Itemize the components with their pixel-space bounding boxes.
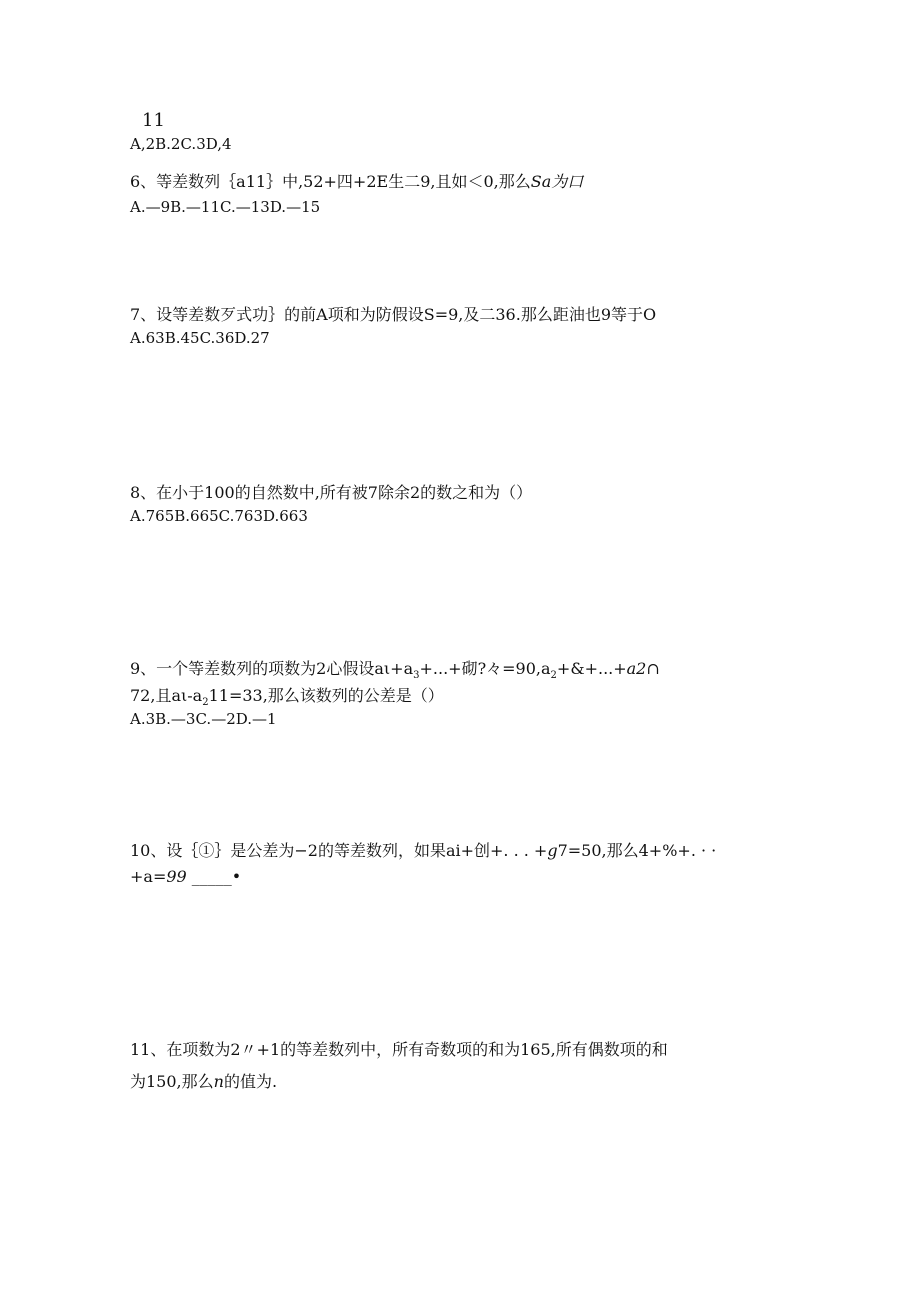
question-9-line-2-a: 72,且aι-a bbox=[130, 686, 203, 705]
question-10-line-2-b: _____• bbox=[186, 867, 242, 886]
question-10-line-1-b: 7=50,那么4+%+. · · bbox=[557, 841, 717, 860]
question-6-options: A.—9B.—11C.—13D.—15 bbox=[130, 198, 321, 216]
question-10-line-2-a: +a= bbox=[130, 867, 167, 886]
question-6-text: 6、等差数列｛a11｝中,52+四+2E生二9,且如＜0,那么 bbox=[130, 172, 531, 191]
question-9-line-2 bbox=[130, 688, 444, 708]
question-6 bbox=[130, 174, 583, 190]
question-10-line-2 bbox=[130, 869, 241, 885]
question-7-text: 7、设等差数歹式功｝的前A项和为防假设S=9,及二36.那么距油也9等于O bbox=[130, 305, 657, 324]
question-7-options: A.63B.45C.36D.27 bbox=[130, 329, 270, 347]
question-11-line-2-italic: n bbox=[213, 1072, 224, 1091]
question-11-line-1: 11、在项数为2〃+1的等差数列中，所有奇数项的和为165,所有偶数项的和 bbox=[130, 1040, 668, 1059]
question-6-tail: Sa为口 bbox=[530, 172, 584, 191]
question-9-options: A.3B.—3C.—2D.—1 bbox=[130, 710, 277, 728]
question-11-line-2-b: 的值为. bbox=[223, 1072, 278, 1091]
question-9-line-1 bbox=[130, 661, 660, 681]
question-9-head: 9、一个等差数列的项数为2心假设aι+a bbox=[130, 659, 414, 678]
question-9-tail-italic: a2∩ bbox=[626, 659, 660, 678]
question-8-options: A.765B.665C.763D.663 bbox=[130, 507, 308, 525]
question-10-line-1 bbox=[130, 843, 716, 859]
question-10-line-1-a: 10、设｛①｝是公差为−2的等差数列，如果ai+创+. . . + bbox=[130, 841, 548, 860]
question-9-mid: +...+砌?々=90,a bbox=[419, 659, 551, 678]
question-9-tail: +&+...+ bbox=[556, 659, 627, 678]
question-9-sub-2: 2 bbox=[550, 670, 557, 682]
fragment-options: A,2B.2C.3D,4 bbox=[130, 135, 232, 153]
question-10-line-1-italic: g bbox=[547, 841, 558, 860]
question-8-text: 8、在小于100的自然数中,所有被7除余2的数之和为（） bbox=[130, 483, 533, 502]
question-9-line-2-sub: 2 bbox=[202, 697, 209, 709]
question-10-line-2-italic: 99 bbox=[166, 867, 187, 886]
question-9-line-2-b: 11=33,那么该数列的公差是（） bbox=[208, 686, 444, 705]
question-11-line-2 bbox=[130, 1074, 277, 1090]
fragment-number: 11 bbox=[142, 110, 165, 131]
question-11-line-2-a: 为150,那么 bbox=[130, 1072, 214, 1091]
question-9-sub-1: 3 bbox=[413, 670, 420, 682]
